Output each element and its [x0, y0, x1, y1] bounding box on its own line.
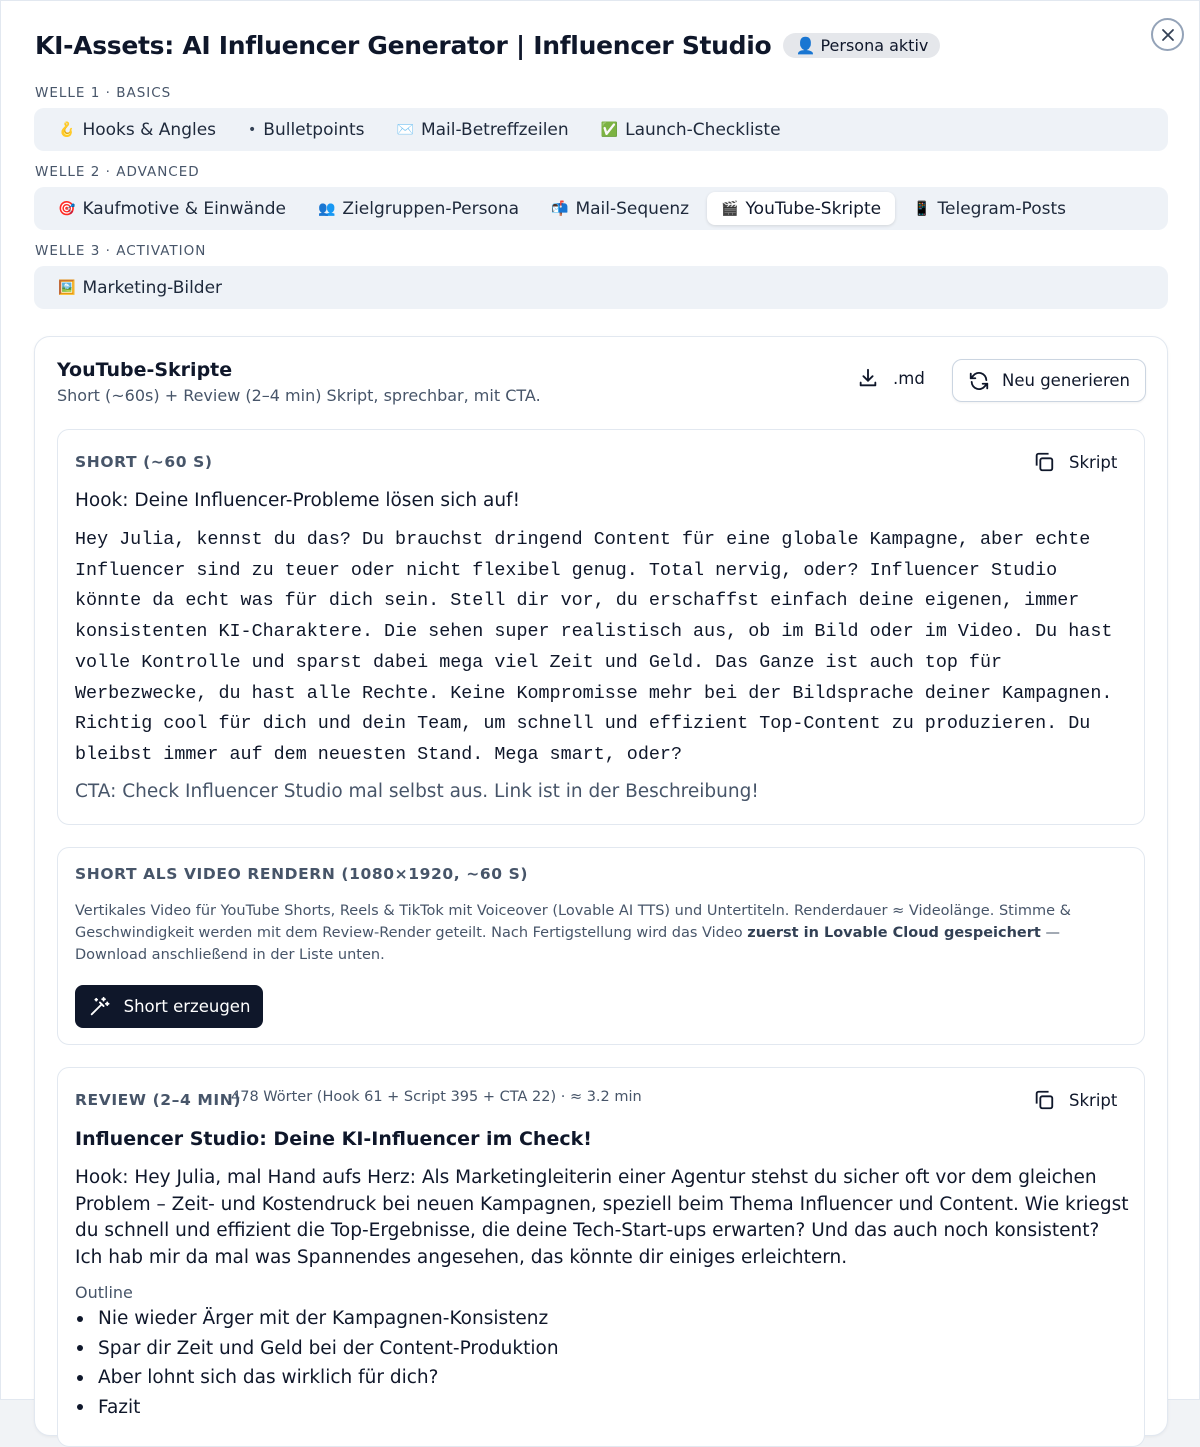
copy-short-script-button[interactable]: [1033, 451, 1117, 473]
panel-title: YouTube-Skripte: [57, 359, 233, 381]
persona-badge: 👤 Persona aktiv: [783, 33, 940, 58]
regenerate-button[interactable]: [952, 359, 1146, 402]
review-title: Influencer Studio: Deine KI-Influencer im Check!: [75, 1128, 592, 1150]
picture-icon: 🖼️: [58, 279, 76, 296]
people-icon: 👥: [317, 200, 336, 217]
render-label: SHORT ALS VIDEO RENDERN (1080×1920, ~60 S): [75, 865, 529, 883]
wave-1-label: WELLE 1 · BASICS: [35, 85, 172, 101]
short-cta: CTA: Check Influencer Studio mal selbst aus. Link ist in der Beschreibung!: [75, 781, 759, 802]
hook-text: Deine Influencer-Probleme lösen sich auf!: [128, 490, 520, 511]
target-icon: 🎯: [58, 200, 76, 217]
copy-review-script-button[interactable]: [1033, 1089, 1117, 1111]
short-script-text: Hey Julia, kennst du das? Du brauchst dringend Content für eine globale Kampagne, aber echte Influencer sind zu teuer oder nicht flexibel genug. Total nervig, oder? Influencer Studio könnte da echt was für dich sein. Stell dir vor, du erschaffst einfach deine eigenen, immer konsistenten KI-Charaktere. Die sehen super realistisch aus, ob im Bild oder im Video. Du hast volle Kontrolle und sparst dabei mega viel Zeit und Geld. Das Ganze ist auch top für Werbezwecke, du hast alle Rechte. Keine Kompromisse mehr bei der Bildsprache deiner Kampagnen. Richtig cool für dich und dein Team, um schnell und effizient Top-Content zu produzieren. Du bleibst immer auf dem neuesten Stand. Mega smart, oder?: [75, 529, 1113, 765]
generate-short-label: Short erzeugen: [123, 997, 251, 1016]
tab-label: Marketing-Bilder: [82, 277, 223, 298]
refresh-icon: [968, 370, 990, 392]
review-hook: [75, 1165, 1130, 1271]
copy-label: Skript: [1069, 452, 1118, 472]
tab-kaufmotive[interactable]: [44, 192, 300, 225]
tab-bulletpoints[interactable]: [234, 113, 379, 146]
render-description: [75, 900, 1105, 966]
review-label: REVIEW (2–4 MIN): [75, 1091, 242, 1109]
short-label: SHORT (~60 S): [75, 453, 213, 471]
copy-label: Skript: [1069, 1090, 1118, 1110]
close-icon: [1160, 27, 1176, 43]
clapperboard-icon: 🎬: [721, 200, 739, 217]
copy-icon: [1033, 1089, 1055, 1111]
tab-label: Mail-Sequenz: [575, 198, 690, 219]
mailbox-icon: 📬: [551, 200, 569, 217]
tab-marketing-bilder[interactable]: [44, 271, 236, 304]
short-script-card: [57, 429, 1145, 825]
list-item: Aber lohnt sich das wirklich für dich?: [75, 1363, 559, 1393]
wave-2-label: WELLE 2 · ADVANCED: [35, 164, 200, 180]
render-desc-text-end: — Download anschließend in der Liste unten.: [75, 925, 1060, 963]
tab-mail-betreffzeilen[interactable]: [383, 113, 583, 146]
list-item: Spar dir Zeit und Geld bei der Content-Produktion: [75, 1334, 559, 1364]
render-desc-bold: zuerst in Lovable Cloud gespeichert: [747, 925, 1041, 941]
tab-telegram-posts[interactable]: [899, 192, 1080, 225]
magic-wand-icon: [88, 996, 110, 1018]
hook-text: Hey Julia, mal Hand aufs Herz: Als Marketingleiterin einer Agentur stehst du sicher oft vor dem gleichen Problem – Zeit- und Kostendruck bei neuen Kampagnen, speziell beim Thema Influencer und Content. Wie kriegst du schnell und effizient die Top-Ergebnisse, die deine Tech-Start-ups erwarten? Und das auch noch konsistent? Ich hab mir da mal was Spannendes angesehen, das könnte dir einiges erleichtern.: [75, 1167, 1129, 1268]
tab-label: Zielgruppen-Persona: [342, 198, 520, 219]
tab-label: Launch-Checkliste: [625, 119, 781, 140]
review-word-count: 478 Wörter (Hook 61 + Script 395 + CTA 22) · ≈ 3.2 min: [231, 1089, 642, 1105]
wave-1-tabbar: [34, 108, 1168, 151]
hook-prefix: Hook:: [75, 1167, 129, 1188]
wave-3-tabbar: [34, 266, 1168, 309]
download-label: .md: [893, 368, 925, 388]
list-item: Nie wieder Ärger mit der Kampagnen-Konsistenz: [75, 1304, 559, 1334]
generate-short-button[interactable]: [75, 985, 263, 1028]
download-icon: [857, 367, 879, 389]
tab-label: Kaufmotive & Einwände: [82, 198, 286, 219]
wave-2-tabbar: [34, 187, 1168, 230]
tab-youtube-skripte[interactable]: [707, 192, 895, 225]
tab-launch-checkliste[interactable]: [587, 113, 795, 146]
render-desc-text: Vertikales Video für YouTube Shorts, Reels & TikTok mit Voiceover (Lovable AI TTS) und Untertiteln. Renderdauer ≈ Videolänge. Stimme & Geschwindigkeit werden mit dem Review-Render geteilt. Nach Fertigstellung wird das Video: [75, 903, 1071, 941]
tab-mail-sequenz[interactable]: [537, 192, 703, 225]
review-script-card: [57, 1067, 1145, 1447]
regenerate-label: Neu generieren: [1002, 371, 1130, 390]
tab-label: YouTube-Skripte: [745, 198, 882, 219]
tab-zielgruppen-persona[interactable]: [304, 192, 533, 225]
copy-icon: [1033, 451, 1055, 473]
tab-label: Mail-Betreffzeilen: [420, 119, 569, 140]
outline-label: Outline: [75, 1283, 133, 1302]
bullet-icon: •: [248, 121, 257, 138]
tab-label: Telegram-Posts: [937, 198, 1066, 219]
envelope-icon: ✉️: [396, 121, 414, 138]
panel-subtitle: Short (~60s) + Review (2–4 min) Skript, sprechbar, mit CTA.: [57, 386, 541, 405]
hook-prefix: Hook:: [75, 490, 129, 511]
tab-label: Hooks & Angles: [82, 119, 217, 140]
download-md-button[interactable]: [857, 367, 925, 389]
render-video-card: [57, 847, 1145, 1045]
outline-list: [75, 1304, 559, 1422]
list-item: Fazit: [75, 1393, 559, 1423]
header: [35, 31, 940, 60]
page-title: KI-Assets: AI Influencer Generator | Influencer Studio: [35, 31, 772, 60]
wave-3-label: WELLE 3 · ACTIVATION: [35, 243, 207, 259]
close-button[interactable]: [1151, 18, 1184, 51]
checkbox-icon: ✅: [600, 121, 619, 138]
hook-icon: 🪝: [58, 121, 76, 138]
tab-label: Bulletpoints: [263, 119, 365, 140]
tab-hooks-angles[interactable]: [44, 113, 230, 146]
youtube-scripts-panel: [34, 336, 1168, 1436]
short-hook: [75, 490, 520, 511]
phone-icon: 📱: [913, 200, 931, 217]
